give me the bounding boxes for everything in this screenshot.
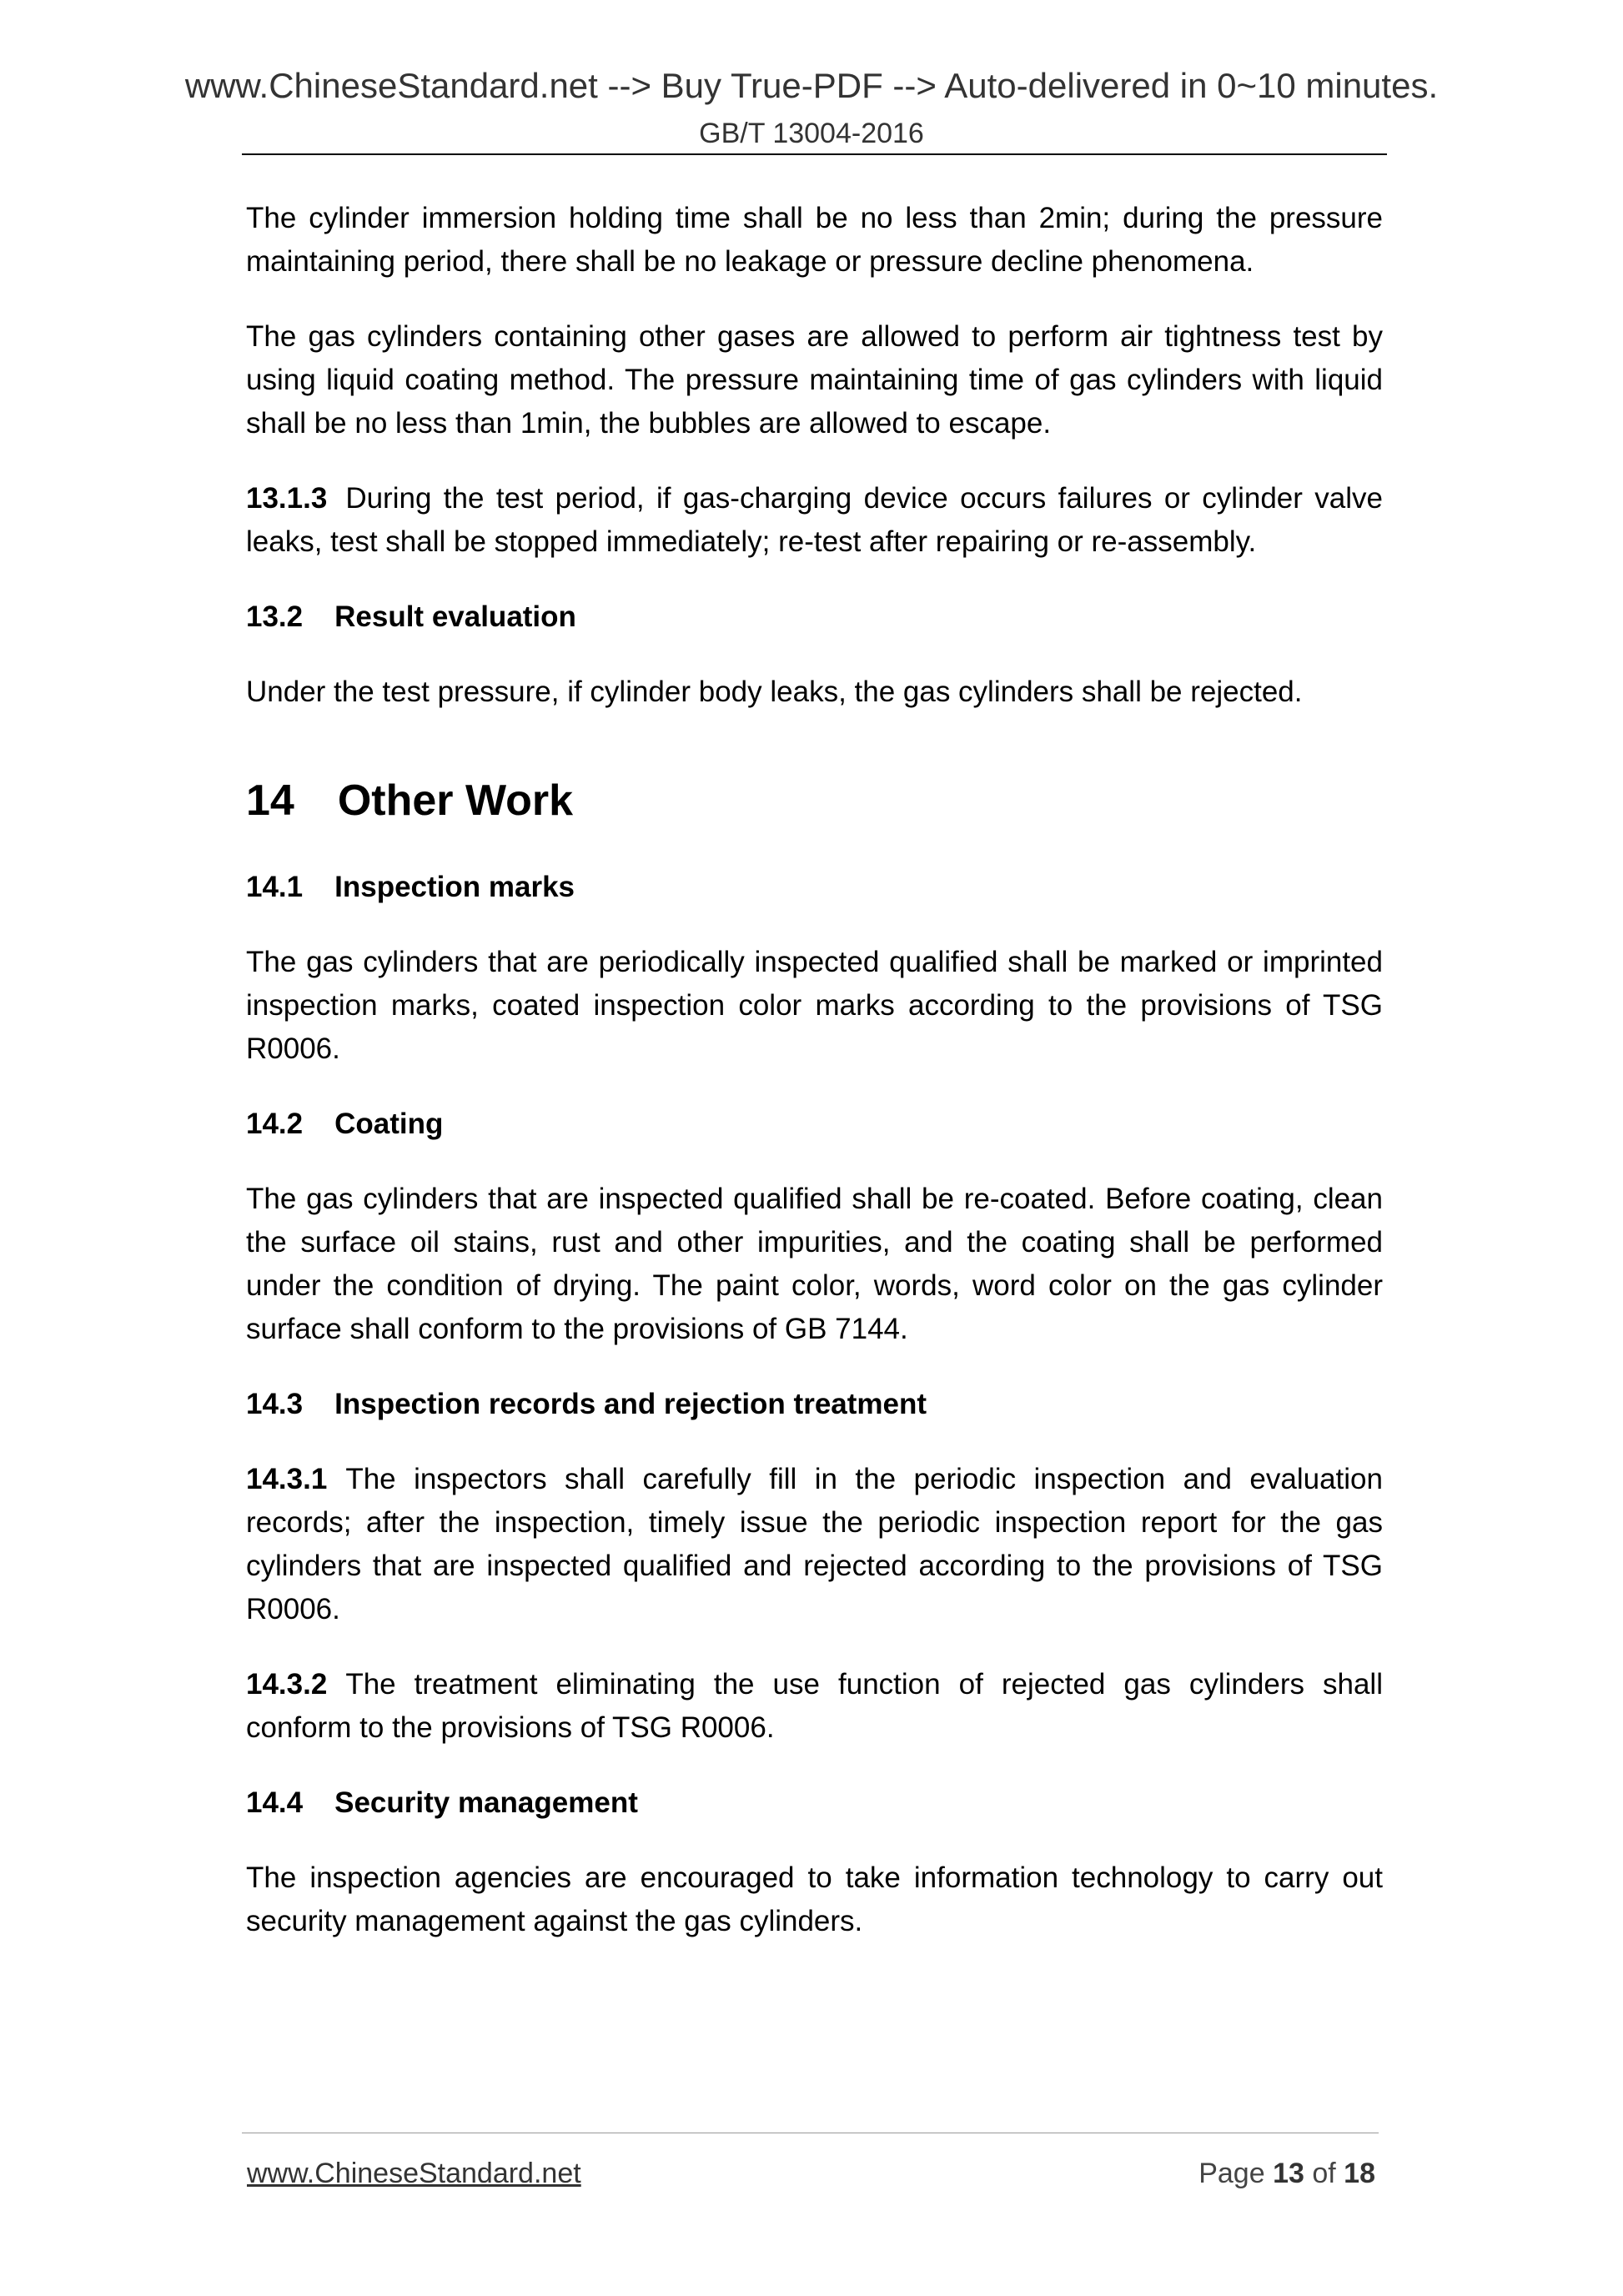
heading-13-2	[246, 595, 1383, 639]
document-body	[246, 197, 1383, 1975]
clause-text: The treatment eliminating the use function of rejected gas cylinders shall conform to the provisions of TSG R0006.	[246, 1668, 1383, 1744]
heading-title: Security management	[334, 1786, 638, 1819]
paragraph-liquid-coating: The gas cylinders containing other gases are allowed to perform air tightness test by using liquid coating method. The pressure maintaining time of gas cylinders with liquid shall be no less than 1min, the bubbles are allowed to escape.	[246, 320, 1383, 440]
paragraph-security-management: The inspection agencies are encouraged to take information technology to carry out security management against the gas cylinders.	[246, 1861, 1383, 1937]
heading-title: Result evaluation	[334, 600, 576, 633]
clause-13-1-3	[246, 477, 1383, 564]
clause-number: 14.3.1	[246, 1463, 328, 1495]
paragraph-result-evaluation: Under the test pressure, if cylinder body leaks, the gas cylinders shall be rejected.	[246, 676, 1303, 708]
standard-code: GB/T 13004-2016	[699, 118, 924, 149]
heading-14-1	[246, 866, 1383, 909]
page-indicator	[1198, 2156, 1375, 2191]
header-divider	[242, 153, 1387, 155]
heading-title: Inspection marks	[334, 871, 575, 903]
heading-14	[246, 774, 1383, 827]
page-of: of	[1312, 2158, 1336, 2189]
heading-title: Coating	[334, 1108, 444, 1140]
heading-14-2	[246, 1103, 1383, 1146]
heading-number: 14.4	[246, 1786, 304, 1819]
clause-number: 13.1.3	[246, 482, 328, 515]
paragraph-inspection-marks: The gas cylinders that are periodically inspected qualified shall be marked or imprinted inspection marks, coated inspection color marks according to the provisions of TSG R0006.	[246, 946, 1383, 1065]
page-total: 18	[1344, 2158, 1375, 2189]
clause-14-3-1	[246, 1458, 1383, 1631]
clause-text: The inspectors shall carefully fill in the periodic inspection and evaluation records; after the inspection, timely issue the periodic inspection report for the gas cylinders that are inspected qualified and rejected according to the provisions of TSG R0006.	[246, 1463, 1383, 1625]
clause-14-3-2	[246, 1663, 1383, 1750]
heading-title: Other Work	[337, 776, 574, 825]
paragraph-immersion-holding: The cylinder immersion holding time shall be no less than 2min; during the pressure maintaining period, there shall be no leakage or pressure decline phenomena.	[246, 202, 1383, 278]
page-current: 13	[1273, 2158, 1304, 2189]
clause-number: 14.3.2	[246, 1668, 328, 1701]
heading-title: Inspection records and rejection treatment	[334, 1388, 927, 1420]
footer-site-link[interactable]: www.ChineseStandard.net	[247, 2158, 581, 2189]
heading-number: 14.3	[246, 1388, 304, 1420]
page-label: Page	[1198, 2158, 1265, 2189]
clause-text: During the test period, if gas-charging device occurs failures or cylinder valve leaks, test shall be stopped immediately; re-test after repairing or re-assembly.	[246, 482, 1383, 558]
heading-number: 14.2	[246, 1108, 304, 1140]
site-banner[interactable]: www.ChineseStandard.net --> Buy True-PDF --> Auto-delivered in 0~10 minutes.	[184, 66, 1439, 105]
heading-number: 14.1	[246, 871, 304, 903]
heading-number: 14	[246, 776, 294, 825]
heading-14-3	[246, 1383, 1383, 1426]
paragraph-coating: The gas cylinders that are inspected qualified shall be re-coated. Before coating, clean the surface oil stains, rust and other impurities, and the coating shall be performed under the condition of drying. The paint color, words, word color on the gas cylinder surface shall conform to the provisions of GB 7144.	[246, 1183, 1383, 1345]
heading-number: 13.2	[246, 600, 304, 633]
heading-14-4	[246, 1781, 1383, 1825]
